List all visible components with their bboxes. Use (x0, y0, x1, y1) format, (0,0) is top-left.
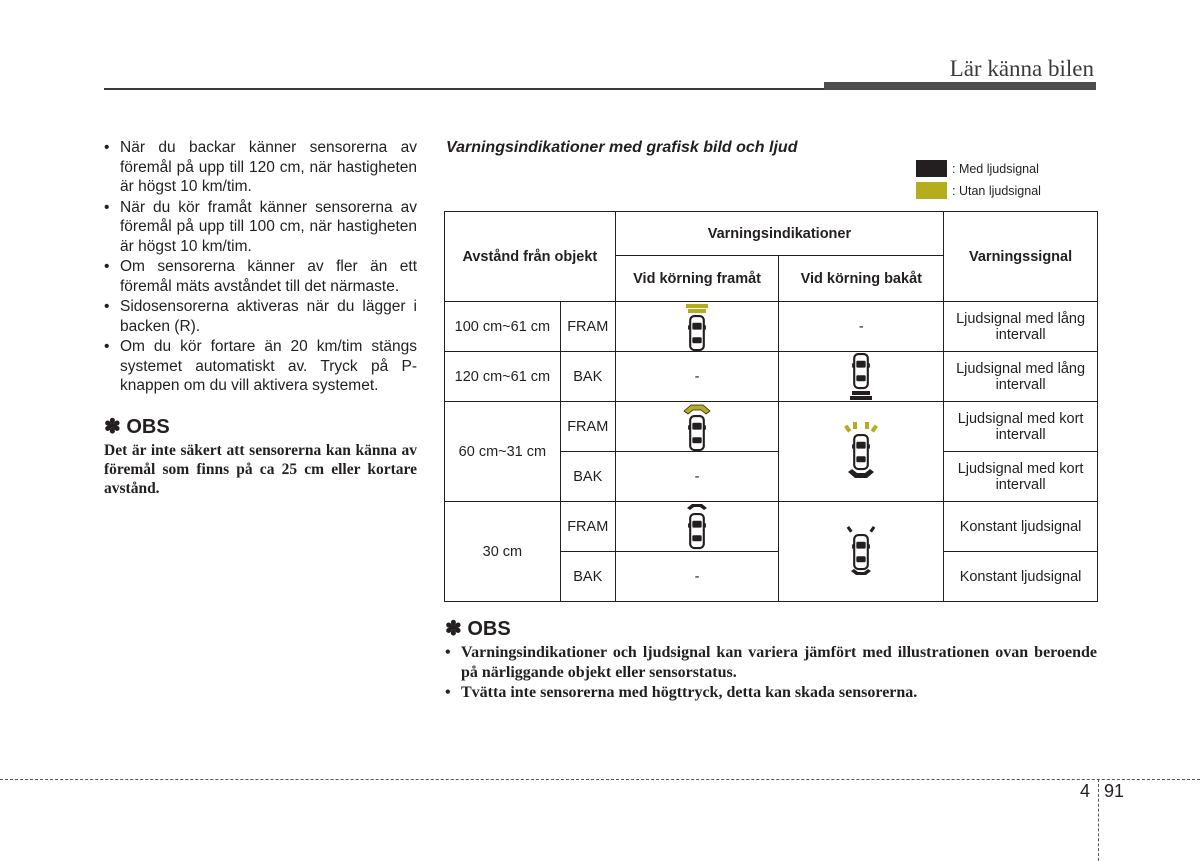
warning-table (444, 211, 1098, 602)
footer-vertical-divider (1098, 779, 1099, 861)
table-row (445, 402, 1098, 452)
obs-heading-2: ✽ OBS (445, 618, 511, 640)
list-item: • Tvätta inte sensorerna med högttryck, detta kan skada sensorerna. (445, 684, 918, 701)
header-title: Lär känna bilen (949, 56, 1094, 81)
distance-cell: 30 cm (445, 502, 561, 602)
table-row (445, 502, 1098, 552)
signal-cell: Ljudsignal med lång intervall (944, 302, 1098, 352)
reverse-indicator-cell (779, 502, 944, 602)
reverse-indicator-cell (779, 402, 944, 502)
header-forward: Vid körning framåt (615, 256, 779, 302)
car-rear-far-icon (841, 353, 881, 401)
signal-cell: Konstant ljudsignal (944, 552, 1098, 602)
car-front-constant-icon (677, 503, 717, 551)
distance-cell: 120 cm~61 cm (445, 352, 561, 402)
reverse-cell: - (779, 302, 944, 352)
bullet-list (104, 138, 417, 396)
signal-cell: Ljudsignal med kort intervall (944, 452, 1098, 502)
obs-note-2 (445, 616, 1097, 703)
obs-list (445, 643, 1097, 703)
reverse-indicator-cell (779, 352, 944, 402)
car-rear-constant-icon (839, 522, 883, 582)
forward-cell: - (615, 452, 779, 502)
list-item: • Varningsindikationer och ljudsignal kan variera jämfört med illustrationen ovan beroende på närliggande objekt eller sensorstatus. (445, 644, 1097, 681)
header-distance: Avstånd från objekt (445, 212, 616, 302)
signal-cell: Ljudsignal med lång intervall (944, 352, 1098, 402)
table-row (445, 302, 1098, 352)
car-front-far-icon (677, 303, 717, 351)
legend-swatch-black (916, 160, 947, 177)
forward-indicator-cell (615, 302, 779, 352)
list-item: • Om sensorerna känner av fler än ett föremål mäts avståndet till det närmaste. (104, 258, 417, 295)
forward-cell: - (615, 552, 779, 602)
signal-cell: Konstant ljudsignal (944, 502, 1098, 552)
direction-cell: BAK (560, 552, 615, 602)
legend-without-sound: : Utan ljudsignal (916, 182, 1041, 199)
legend-with-sound: : Med ljudsignal (916, 160, 1039, 177)
signal-cell: Ljudsignal med kort intervall (944, 402, 1098, 452)
forward-indicator-cell (615, 402, 779, 452)
table-row (445, 352, 1098, 402)
page-number: 91 (1104, 781, 1125, 801)
chapter-number: 4 (1080, 781, 1091, 801)
forward-cell: - (615, 352, 779, 402)
obs-text: Det är inte säkert att sensorerna kan känna av föremål som finns på ca 25 cm eller kortare avstånd. (104, 441, 417, 497)
distance-cell: 100 cm~61 cm (445, 302, 561, 352)
header-reverse: Vid körning bakåt (779, 256, 944, 302)
header-rule (104, 88, 824, 90)
list-item: • Om du kör fortare än 20 km/tim stängs systemet automatiskt av. Tryck på P-knappen om du vill aktivera systemet. (104, 338, 417, 394)
legend-swatch-yellow (916, 182, 947, 199)
direction-cell: FRAM (560, 402, 615, 452)
direction-cell: FRAM (560, 502, 615, 552)
direction-cell: FRAM (560, 302, 615, 352)
section-title: Varningsindikationer med grafisk bild och ljud (446, 139, 798, 156)
header-indications: Varningsindikationer (615, 212, 943, 256)
header-signal: Varningssignal (944, 212, 1098, 302)
obs-heading: ✽ OBS (104, 415, 170, 438)
list-item: • När du backar känner sensorerna av föremål på upp till 120 cm, när hastigheten är högst 10 km/tim. (104, 139, 417, 195)
direction-cell: BAK (560, 352, 615, 402)
direction-cell: BAK (560, 452, 615, 502)
car-rear-near-icon (839, 422, 883, 482)
forward-indicator-cell (615, 502, 779, 552)
header-bar (824, 82, 1096, 90)
distance-cell: 60 cm~31 cm (445, 402, 561, 502)
car-front-near-icon (677, 403, 717, 451)
list-item: • När du kör framåt känner sensorerna av föremål på upp till 100 cm, när hastigheten är högst 10 km/tim. (104, 198, 417, 255)
footer-divider (0, 779, 1200, 780)
left-column (104, 138, 417, 498)
list-item: • Sidosensorerna aktiveras när du lägger i backen (R). (104, 298, 417, 335)
